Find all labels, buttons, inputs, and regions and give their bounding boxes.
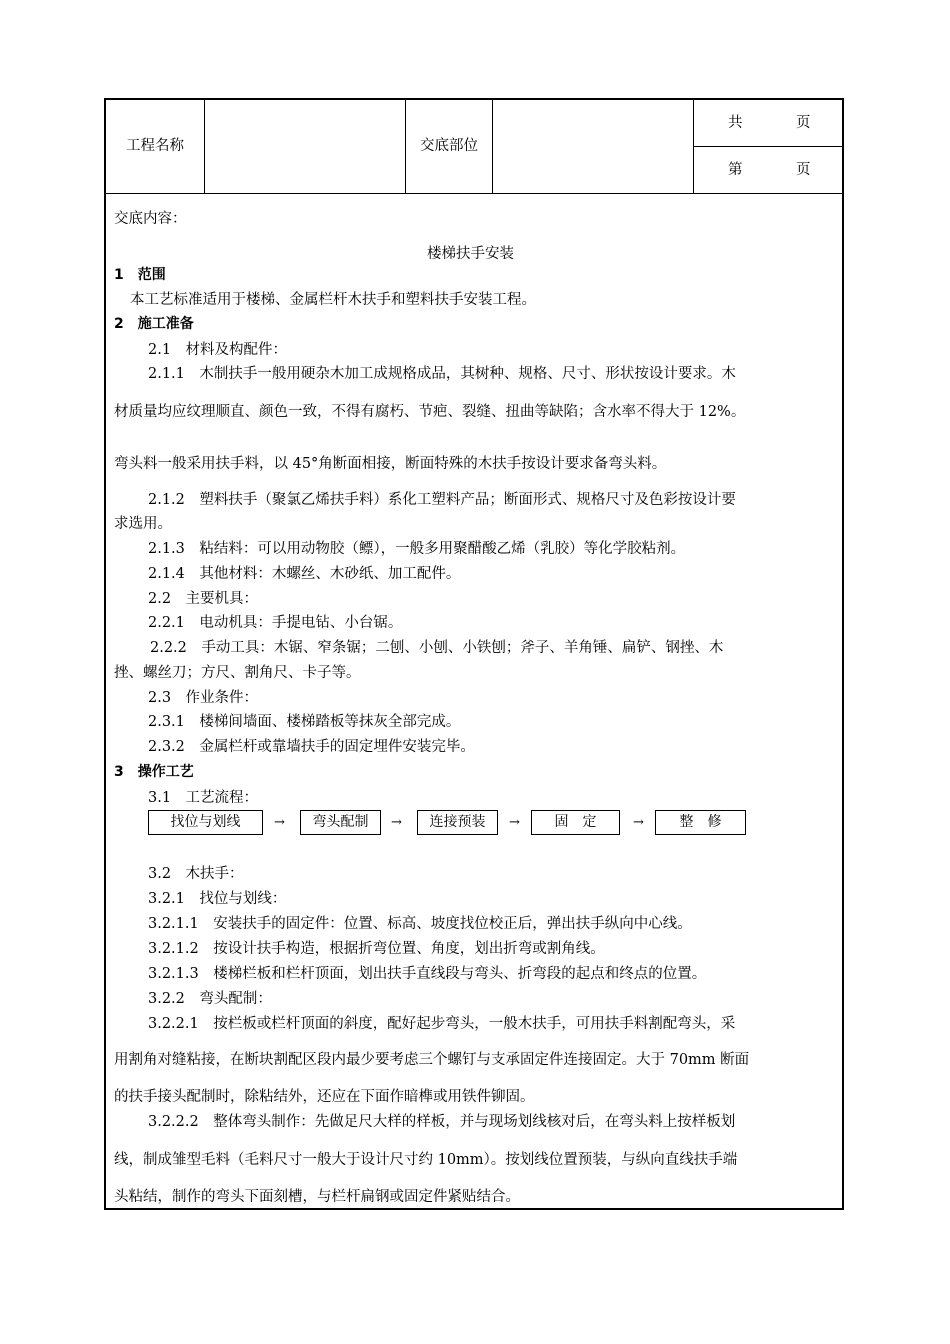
paragraph-line: 2.2.2 手动工具：木锯、窄条锯；二刨、小刨、小铁刨；斧子、羊角锤、扁铲、钢挫、木 — [150, 640, 724, 656]
paragraph-line: 2.1 材料及构配件： — [148, 342, 288, 358]
paragraph-line: 3.2.2.1 按栏板或栏杆顶面的斜度，配好起步弯头，一般木扶手，可用扶手料割配弯头，采 — [148, 1016, 736, 1032]
paragraph-line: 2.1.2 塑料扶手（聚氯乙烯扶手料）系化工塑料产品；断面形式、规格尺寸及色彩按设计要 — [148, 492, 736, 508]
paragraph-line: 3.2.1 找位与划线： — [148, 891, 287, 907]
paragraph-line: 2.2.1 电动机具：手提电钻、小台锯。 — [148, 615, 403, 631]
section-heading: 3 操作工艺 — [114, 764, 194, 780]
section-heading: 2 施工准备 — [114, 316, 194, 332]
flow-step: 连接预装 — [417, 810, 498, 835]
project-name-label: 工程名称 — [126, 138, 184, 154]
paragraph-line: 线，制成雏型毛料（毛料尺寸一般大于设计尺寸约 10mm）。按划线位置预装，与纵向直线扶手端 — [114, 1152, 738, 1168]
flow-step: 固 定 — [531, 810, 620, 835]
content-label: 交底内容： — [114, 211, 187, 227]
flow-arrow: → — [391, 815, 402, 830]
page-no-right: 页 — [796, 162, 811, 178]
paragraph-line: 3.2.2 弯头配制： — [148, 991, 272, 1007]
paragraph-line: 3.2 木扶手： — [148, 866, 244, 882]
paragraph-line: 的扶手接头配制时，除粘结外，还应在下面作暗榫或用铁件铆固。 — [114, 1089, 535, 1105]
paragraph-line: 弯头料一般采用扶手料，以 45°角断面相接，断面特殊的木扶手按设计要求备弯头料。 — [114, 456, 667, 472]
flow-step: 弯头配制 — [300, 810, 381, 835]
paragraph-line: 2.2 主要机具： — [148, 591, 259, 607]
paragraph-line: 2.1.4 其他材料：木螺丝、木砂纸、加工配件。 — [148, 566, 461, 582]
page-no-cell — [694, 147, 842, 193]
total-pages-right: 页 — [796, 115, 811, 131]
flow-arrow: → — [633, 815, 644, 830]
paragraph-line: 2.3.1 楼梯间墙面、楼梯踏板等抹灰全部完成。 — [148, 714, 461, 730]
paragraph-line: 头粘结，制作的弯头下面刻槽，与栏杆扁钢或固定件紧贴结合。 — [114, 1189, 520, 1205]
total-pages-left: 共 — [728, 115, 743, 131]
paragraph-line: 3.2.2.2 整体弯头制作：先做足尺大样的样板，并与现场划线核对后，在弯头料上按样板划 — [148, 1114, 736, 1130]
paragraph-line: 求选用。 — [114, 516, 172, 532]
project-name-value — [205, 100, 405, 193]
paragraph-line: 3.2.1.1 安装扶手的固定件：位置、标高、坡度找位校正后，弹出扶手纵向中心线。 — [148, 916, 692, 932]
paragraph-line: 3.1 工艺流程： — [148, 790, 259, 806]
page-no-left: 第 — [728, 162, 743, 178]
paragraph-line: 用割角对缝粘接，在断块割配区段内最少要考虑三个螺钉与支承固定件连接固定。大于 70mm 断面 — [114, 1052, 750, 1068]
flow-step: 找位与划线 — [148, 810, 263, 835]
paragraph-line: 2.3 作业条件： — [148, 690, 259, 706]
paragraph-line: 3.2.1.2 按设计扶手构造，根据折弯位置、角度，划出折弯或割角线。 — [148, 941, 605, 957]
flow-arrow: → — [274, 815, 285, 830]
part-label: 交底部位 — [420, 138, 478, 154]
paragraph-line: 本工艺标准适用于楼梯、金属栏杆木扶手和塑料扶手安装工程。 — [130, 292, 536, 308]
paragraph-line: 3.2.1.3 楼梯栏板和栏杆顶面，划出扶手直线段与弯头、折弯段的起点和终点的位置。 — [148, 966, 707, 982]
paragraph-line: 2.3.2 金属栏杆或靠墙扶手的固定埋件安装完毕。 — [148, 739, 475, 755]
flow-step: 整 修 — [655, 810, 746, 835]
paragraph-line: 2.1.1 木制扶手一般用硬杂木加工成规格成品，其树种、规格、尺寸、形状按设计要求。木 — [148, 366, 736, 382]
part-value — [493, 100, 693, 193]
paragraph-line: 2.1.3 粘结料：可以用动物胶（鳔），一般多用聚醋酸乙烯（乳胶）等化学胶粘剂。 — [148, 541, 686, 557]
section-heading: 1 范围 — [114, 267, 166, 283]
paragraph-line: 挫、螺丝刀；方尺、割角尺、卡子等。 — [114, 665, 361, 681]
total-pages-cell — [694, 100, 842, 146]
doc-title: 楼梯扶手安装 — [427, 246, 514, 262]
paragraph-line: 材质量均应纹理顺直、颜色一致，不得有腐朽、节疤、裂缝、扭曲等缺陷；含水率不得大于 12%。 — [114, 404, 746, 420]
form-header — [106, 100, 842, 194]
flow-arrow: → — [509, 815, 520, 830]
